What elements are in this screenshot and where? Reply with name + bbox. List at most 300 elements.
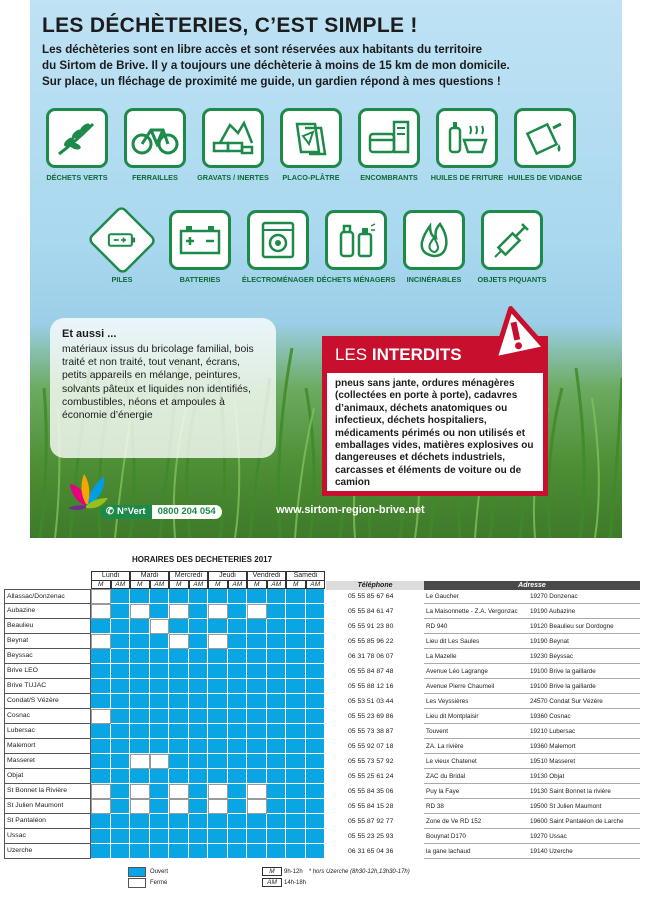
waste-category — [350, 108, 428, 182]
open-slot — [228, 769, 248, 784]
days-header — [91, 571, 325, 580]
open-slot — [208, 679, 228, 694]
open-slot — [169, 754, 189, 769]
open-slot — [247, 634, 267, 649]
open-slot — [286, 649, 306, 664]
open-slot — [247, 814, 267, 829]
closed-slot — [208, 799, 228, 814]
open-slot — [91, 814, 111, 829]
waste-category — [194, 108, 272, 182]
phone-icon: ✆ — [106, 506, 114, 517]
open-slot — [228, 724, 248, 739]
open-slot — [130, 769, 150, 784]
poster — [30, 0, 622, 538]
open-slot — [267, 844, 287, 859]
open-slot — [228, 829, 248, 844]
open-slot — [130, 619, 150, 634]
afternoon-hours: 14h-18h — [284, 879, 307, 886]
closed-slot — [130, 604, 150, 619]
open-slot — [91, 769, 111, 784]
site-name: Ussac — [4, 829, 91, 844]
open-slot — [189, 589, 209, 604]
open-slot — [267, 649, 287, 664]
open-slot — [91, 829, 111, 844]
open-slot — [111, 634, 131, 649]
open-slot — [130, 679, 150, 694]
open-slot — [247, 694, 267, 709]
table-row — [4, 724, 644, 739]
open-slot — [111, 604, 131, 619]
open-slot — [189, 679, 209, 694]
open-slot — [130, 664, 150, 679]
site-phone: 05 55 91 23 80 — [348, 623, 394, 630]
open-slot — [91, 754, 111, 769]
address-city: 19500 St Julien Maumont — [530, 803, 602, 810]
slot-cells — [91, 784, 325, 799]
syringe-icon — [481, 210, 543, 270]
site-name: St Bonnet la Rivière — [4, 784, 91, 799]
site-name: Brive LEO — [4, 664, 91, 679]
slot-cells — [91, 754, 325, 769]
site-phone: 05 55 73 57 92 — [348, 758, 394, 765]
open-slot — [189, 724, 209, 739]
open-slot — [208, 769, 228, 784]
open-slot — [208, 619, 228, 634]
address-street: Zone de Ve RD 152 — [426, 818, 482, 825]
open-slot — [189, 784, 209, 799]
open-slot — [228, 799, 248, 814]
open-slot — [169, 649, 189, 664]
warning-icon — [486, 304, 546, 360]
slots-header — [91, 580, 325, 589]
hotline[interactable] — [100, 505, 222, 519]
site-address — [424, 784, 640, 799]
intro-line: Les déchèteries sont en libre accès et sont réservées aux habitants du territoire — [42, 43, 483, 56]
site-phone: 05 55 84 15 28 — [348, 803, 394, 810]
open-slot — [130, 829, 150, 844]
open-slot — [111, 709, 131, 724]
table-row — [4, 844, 644, 859]
also-accepted-box — [50, 318, 276, 458]
address-city: 19130 Objat — [530, 773, 565, 780]
open-slot — [247, 739, 267, 754]
address-city: 19130 Saint Bonnet la rivière — [530, 788, 611, 795]
forbidden-title-bold: INTERDITS — [371, 345, 462, 364]
open-slot — [286, 784, 306, 799]
open-slot — [130, 634, 150, 649]
site-phone: 05 55 84 35 06 — [348, 788, 394, 795]
slot-cells — [91, 724, 325, 739]
address-city: 19100 Brive la gaillarde — [530, 683, 596, 690]
site-name: Brive TUJAC — [4, 679, 91, 694]
open-slot — [150, 604, 170, 619]
category-label: ÉLECTROMÉNAGER — [241, 275, 315, 284]
address-column-header: Adresse — [424, 581, 640, 590]
closed-slot — [130, 754, 150, 769]
open-slot — [150, 829, 170, 844]
open-slot — [208, 754, 228, 769]
open-slot — [306, 664, 326, 679]
open-slot — [306, 799, 326, 814]
open-slot — [91, 694, 111, 709]
site-name: Allassac/Donzenac — [4, 589, 91, 604]
closed-slot — [91, 589, 111, 604]
forbidden-box — [322, 336, 548, 496]
slot-cells — [91, 814, 325, 829]
schedule-rows — [4, 589, 644, 859]
open-slot — [130, 709, 150, 724]
site-address — [424, 754, 640, 769]
slot-cells — [91, 634, 325, 649]
open-slot — [91, 649, 111, 664]
open-slot — [228, 709, 248, 724]
open-slot — [150, 739, 170, 754]
table-row — [4, 649, 644, 664]
open-slot — [169, 814, 189, 829]
address-street: Le vieux Chatenet — [426, 758, 477, 765]
open-slot — [189, 799, 209, 814]
address-city: 19190 Beynat — [530, 638, 569, 645]
open-slot — [111, 754, 131, 769]
site-name: Beaulieu — [4, 619, 91, 634]
site-phone: 05 55 23 69 86 — [348, 713, 394, 720]
day-header: Mardi — [130, 571, 169, 580]
open-slot — [267, 664, 287, 679]
waste-category — [272, 108, 350, 182]
day-header: Samedi — [286, 571, 325, 580]
open-slot — [150, 784, 170, 799]
open-slot — [286, 604, 306, 619]
frying-oil-icon — [436, 108, 498, 168]
table-row — [4, 604, 644, 619]
site-address — [424, 679, 640, 694]
site-name: St Pantaléon — [4, 814, 91, 829]
category-label: OBJETS PIQUANTS — [477, 275, 547, 284]
open-slot — [267, 694, 287, 709]
forbidden-title-light: LES — [335, 345, 372, 364]
also-accepted-text: matériaux issus du bricolage familial, bois traité et non traité, tout venant, écrans, petits appareils en mélange, peintures, solvants pâteux et liquides non identifiés, combustibles, néons et ampoules à économie d’énergie — [62, 344, 254, 422]
address-street: Puy la Faye — [426, 788, 460, 795]
table-row — [4, 679, 644, 694]
address-street: Lieu dit Les Saules — [426, 638, 480, 645]
open-slot — [130, 844, 150, 859]
category-label: INCINÉRABLES — [406, 275, 462, 284]
open-slot — [150, 679, 170, 694]
open-slot — [111, 739, 131, 754]
closed-slot — [150, 619, 170, 634]
open-slot — [228, 739, 248, 754]
table-row — [4, 694, 644, 709]
waste-category — [116, 108, 194, 182]
open-slot — [169, 619, 189, 634]
open-slot — [208, 589, 228, 604]
open-slot — [306, 589, 326, 604]
address-city: 19190 Aubazine — [530, 608, 576, 615]
legend-afternoon — [262, 877, 410, 888]
address-city: 19510 Masseret — [530, 758, 576, 765]
site-name: Masseret — [4, 754, 91, 769]
slot-header: M — [208, 580, 228, 589]
site-name: Condat/S Vézère — [4, 694, 91, 709]
open-slot — [286, 709, 306, 724]
address-city: 19600 Saint Pantaléon de Larche — [530, 818, 624, 825]
closed-slot — [169, 634, 189, 649]
waste-category — [161, 210, 239, 284]
open-slot — [111, 829, 131, 844]
open-slot — [267, 604, 287, 619]
open-slot — [286, 619, 306, 634]
address-city: 19120 Beaulieu sur Dordogne — [530, 623, 614, 630]
open-slot — [150, 844, 170, 859]
furniture-icon — [358, 108, 420, 168]
site-phone: 06 31 65 04 36 — [348, 848, 394, 855]
site-address — [424, 739, 640, 754]
site-phone: 05 55 25 61 24 — [348, 773, 394, 780]
open-slot — [267, 724, 287, 739]
address-street: La Maisonnette - Z.A. Vergonzac — [426, 608, 518, 615]
closed-slot — [91, 604, 111, 619]
site-address — [424, 589, 640, 604]
site-phone: 05 55 88 12 16 — [348, 683, 394, 690]
legend-morning — [262, 866, 410, 877]
forbidden-text: pneus sans jante, ordures ménagères (collectées en porte à porte), cadavres d’animaux, déchets anatomiques ou infectieux, déchets hospitaliers, médicaments périmés ou non utilisés et emballages vides, matières explosives ou dangereuses et déchets industriels, carcasses et éléments de voiture ou de camion — [335, 378, 534, 489]
slot-cells — [91, 769, 325, 784]
site-name: Beynat — [4, 634, 91, 649]
open-slot — [228, 619, 248, 634]
category-label: PILES — [111, 275, 133, 284]
address-street: Bouynat D170 — [426, 833, 466, 840]
open-slot — [247, 709, 267, 724]
open-slot — [247, 619, 267, 634]
day-header: Mercredi — [169, 571, 208, 580]
open-slot — [189, 814, 209, 829]
site-phone: 05 55 23 25 93 — [348, 833, 394, 840]
waste-category — [239, 210, 317, 284]
address-city: 24570 Condat Sur Vézère — [530, 698, 603, 705]
open-slot — [150, 694, 170, 709]
accepted-waste-row-2 — [83, 210, 551, 284]
slot-header: M — [169, 580, 189, 589]
site-name: Aubazine — [4, 604, 91, 619]
open-slot — [208, 664, 228, 679]
open-slot — [130, 814, 150, 829]
open-slot — [111, 664, 131, 679]
slot-cells — [91, 694, 325, 709]
open-slot — [111, 784, 131, 799]
open-slot — [228, 784, 248, 799]
open-slot — [169, 724, 189, 739]
plaster-board-icon — [280, 108, 342, 168]
site-address — [424, 724, 640, 739]
open-slot — [286, 589, 306, 604]
open-slot — [228, 649, 248, 664]
poster-intro — [42, 42, 612, 90]
open-slot — [189, 604, 209, 619]
site-address — [424, 709, 640, 724]
site-phone: 06 31 78 06 07 — [348, 653, 394, 660]
site-name: Malemort — [4, 739, 91, 754]
open-slot — [267, 754, 287, 769]
table-row — [4, 634, 644, 649]
open-slot — [286, 694, 306, 709]
category-label: HUILES DE VIDANGE — [507, 173, 583, 182]
category-label: GRAVATS / INERTES — [197, 173, 269, 182]
category-label: PLACO-PLÂTRE — [282, 173, 340, 182]
open-slot — [169, 589, 189, 604]
hotline-label: ✆ N°Vert — [100, 505, 152, 519]
site-address — [424, 634, 640, 649]
open-slot — [228, 589, 248, 604]
table-row — [4, 754, 644, 769]
site-address — [424, 619, 640, 634]
closed-slot — [247, 784, 267, 799]
website-link[interactable]: www.sirtom-region-brive.net — [276, 504, 425, 516]
closed-slot — [208, 604, 228, 619]
open-slot — [169, 679, 189, 694]
slot-cells — [91, 619, 325, 634]
open-slot — [111, 679, 131, 694]
open-slot — [247, 754, 267, 769]
open-slot — [189, 739, 209, 754]
open-slot — [228, 694, 248, 709]
table-row — [4, 709, 644, 724]
open-slot — [286, 664, 306, 679]
address-street: Avenue Pierre Chaumeil — [426, 683, 495, 690]
hotline-number[interactable]: 0800 204 054 — [152, 505, 222, 519]
site-address — [424, 844, 640, 859]
washing-machine-icon — [247, 210, 309, 270]
open-slot — [228, 634, 248, 649]
closed-slot — [150, 754, 170, 769]
open-slot — [306, 814, 326, 829]
address-street: Les Veyssières — [426, 698, 469, 705]
address-street: ZA. La rivière — [426, 743, 464, 750]
address-street: RD 940 — [426, 623, 448, 630]
battery-cell-icon — [87, 205, 158, 276]
slot-cells — [91, 649, 325, 664]
slot-header: M — [130, 580, 150, 589]
address-street: Avenue Léo Lagrange — [426, 668, 488, 675]
address-street: ZAC du Bridal — [426, 773, 466, 780]
open-slot — [169, 694, 189, 709]
open-slot — [189, 769, 209, 784]
also-accepted-title: Et aussi ... — [62, 328, 117, 340]
day-header: Vendredi — [247, 571, 286, 580]
category-label: HUILES DE FRITURE — [430, 173, 504, 182]
open-slot — [169, 769, 189, 784]
open-slot — [247, 649, 267, 664]
open-slot — [150, 634, 170, 649]
site-address — [424, 829, 640, 844]
open-slot — [247, 829, 267, 844]
slot-cells — [91, 604, 325, 619]
table-row — [4, 619, 644, 634]
open-slot — [267, 739, 287, 754]
open-slot — [111, 844, 131, 859]
slot-cells — [91, 589, 325, 604]
site-phone: 05 55 84 87 48 — [348, 668, 394, 675]
site-name: Cosnac — [4, 709, 91, 724]
address-street: La Mazelle — [426, 653, 457, 660]
site-address — [424, 769, 640, 784]
slot-header: M — [286, 580, 306, 589]
site-address — [424, 799, 640, 814]
closed-slot — [169, 604, 189, 619]
open-slot — [91, 724, 111, 739]
address-street: RD 38 — [426, 803, 444, 810]
closed-slot — [91, 709, 111, 724]
open-slot — [91, 844, 111, 859]
open-slot — [208, 814, 228, 829]
slot-header: AM — [306, 580, 326, 589]
closed-slot — [130, 799, 150, 814]
open-slot — [208, 829, 228, 844]
open-slot — [91, 739, 111, 754]
open-slot — [306, 634, 326, 649]
slot-header: AM — [150, 580, 170, 589]
open-slot — [306, 694, 326, 709]
open-slot — [267, 829, 287, 844]
open-slot — [111, 649, 131, 664]
site-phone: 05 55 85 67 64 — [348, 593, 394, 600]
open-slot — [189, 844, 209, 859]
open-slot — [189, 649, 209, 664]
category-label: BATTERIES — [179, 275, 221, 284]
car-battery-icon — [169, 210, 231, 270]
site-phone: 05 55 85 96 22 — [348, 638, 394, 645]
open-slot — [150, 814, 170, 829]
slot-cells — [91, 679, 325, 694]
address-city: 19270 Donzenac — [530, 593, 578, 600]
closed-slot — [208, 784, 228, 799]
address-street: Le Gaucher — [426, 593, 459, 600]
intro-line: du Sirtom de Brive. Il y a toujours une déchèterie à moins de 15 km de mon domicile. — [42, 59, 510, 72]
open-slot — [228, 754, 248, 769]
open-slot — [306, 769, 326, 784]
open-slot — [208, 724, 228, 739]
open-slot — [150, 649, 170, 664]
site-phone: 05 55 92 07 18 — [348, 743, 394, 750]
open-slot — [228, 664, 248, 679]
open-slot — [150, 589, 170, 604]
open-swatch — [128, 867, 146, 877]
category-label: DÉCHETS MÉNAGERS — [316, 275, 396, 284]
bicycle-icon — [124, 108, 186, 168]
open-slot — [247, 679, 267, 694]
site-phone: 05 55 73 38 87 — [348, 728, 394, 735]
open-slot — [286, 724, 306, 739]
open-slot — [306, 724, 326, 739]
open-slot — [267, 799, 287, 814]
table-row — [4, 799, 644, 814]
address-street: Touvent — [426, 728, 449, 735]
flame-icon — [403, 210, 465, 270]
address-city: 19100 Brive la gaillarde — [530, 668, 596, 675]
day-header: Jeudi — [208, 571, 247, 580]
site-address — [424, 814, 640, 829]
open-slot — [189, 619, 209, 634]
open-slot — [247, 769, 267, 784]
open-slot — [228, 679, 248, 694]
open-slot — [169, 739, 189, 754]
open-slot — [247, 844, 267, 859]
open-slot — [228, 604, 248, 619]
slot-cells — [91, 664, 325, 679]
table-row — [4, 829, 644, 844]
site-phone: 05 55 87 92 77 — [348, 818, 394, 825]
waste-category — [83, 210, 161, 284]
open-slot — [150, 724, 170, 739]
